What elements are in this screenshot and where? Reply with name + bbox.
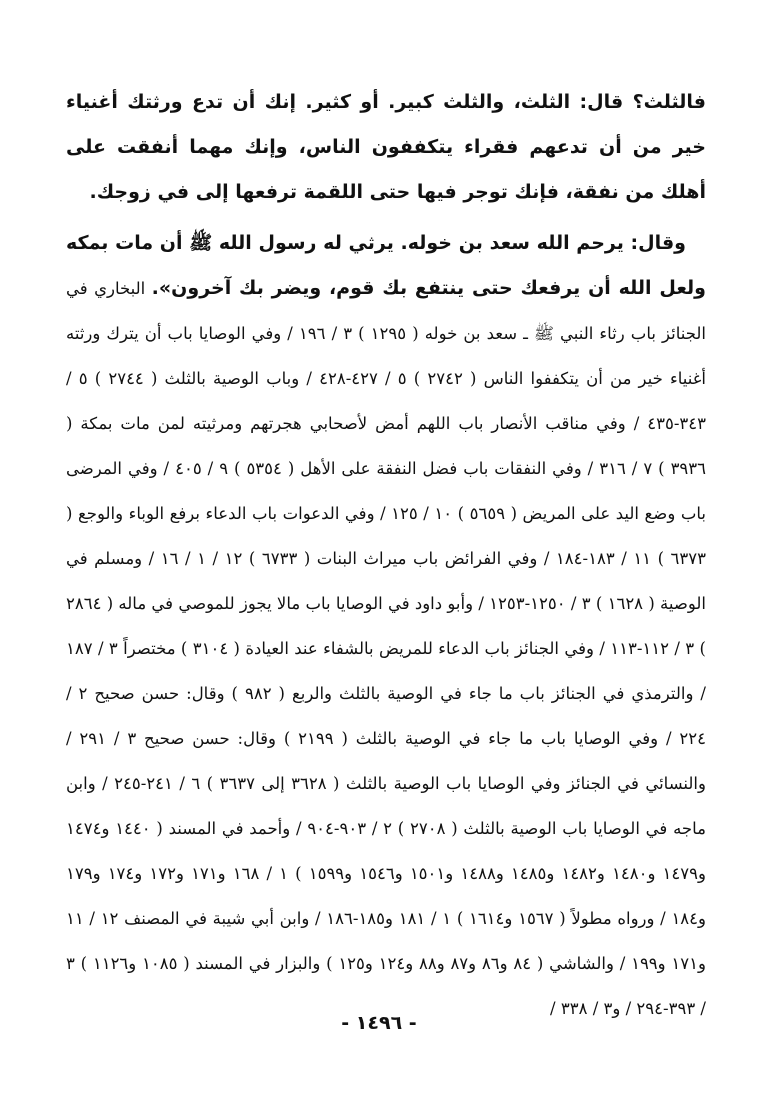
hadith-text-continuation: فالثلث؟ قال: الثلث، والثلث كبير. أو كثير. إنك أن تدع ورثتك أغنياء خير من أن تدعهم فقراء يتكففون الناس، وإنك مهما أنفقت على أهلك من نفقة، فإنك توجر فيها حتى اللقمة ترفعها إلى في زوجك. [66,91,706,203]
hadith-text-with-takhrij [66,221,706,1031]
hadith-text-end: وقال: يرحم الله سعد بن خوله. يرثي له رسول الله ﷺ أن مات بمكه ولعل الله أن يرفعك حتى ينتفع بك قوم، ويضر بك آخرون». [66,232,706,299]
page-number: - ١٤٩٦ - [341,1012,417,1034]
page-body [66,80,706,1031]
takhrij-references: البخاري في الجنائز باب رثاء النبي ﷺ ـ سعد بن خوله ( ١٢٩٥ ) ٣ / ١٩٦ / وفي الوصايا باب أن يترك ورثته أغنياء خير من أن يتكففوا الناس ( ٢٧٤٢ ) ٥ / ٤٢٧-٤٢٨ / وباب الوصية بالثلث ( ٢٧٤٤ ) ٥ / ٣٤٣-٤٣٥ / وفي مناقب الأنصار باب اللهم أمض لأصحابي هجرتهم ومرثيته لمن مات بمكة ( ٣٩٣٦ ) ٧ / ٣١٦ / وفي النفقات باب فضل النفقة على الأهل ( ٥٣٥٤ ) ٩ / ٤٠٥ / وفي المرضى باب وضع اليد على المريض ( ٥٦٥٩ ) ١٠ / ١٢٥ / وفي الدعوات باب الدعاء برفع الوباء والوجع ( ٦٣٧٣ ) ١١ / ١٨٣-١٨٤ / وفي الفرائض باب ميراث البنات ( ٦٧٣٣ ) ١٢ / ١ / ١٦ / ومسلم في الوصية ( ١٦٢٨ ) ٣ / ١٢٥٠-١٢٥٣ / وأبو داود في الوصايا باب مالا يجوز للموصي في ماله ( ٢٨٦٤ ) ٣ / ١١٢-١١٣ / وفي الجنائز باب الدعاء للمريض بالشفاء عند العيادة ( ٣١٠٤ ) مختصراً ٣ / ١٨٧ / والترمذي في الجنائز باب ما جاء في الوصية بالثلث والربع ( ٩٨٢ ) وقال: حسن صحيح ٢ / ٢٢٤ / وفي الوصايا باب ما جاء في الوصية بالثلث ( ٢١٩٩ ) وقال: حسن صحيح ٣ / ٢٩١ / والنسائي في الجنائز وفي الوصايا باب الوصية بالثلث ( ٣٦٢٨ إلى ٣٦٣٧ ) ٦ / ٢٤١-٢٤٥ / وابن ماجه في الوصايا باب الوصية بالثلث ( ٢٧٠٨ ) ٢ / ٩٠٣-٩٠٤ / وأحمد في المسند ( ١٤٤٠ و١٤٧٤ و١٤٧٩ و١٤٨٠ و١٤٨٢ و١٤٨٥ و١٤٨٨ و١٥٠١ و١٥٤٦ و١٥٩٩ ) ١ / ١٦٨ و١٧١ و١٧٢ و١٧٤ و١٧٩ و١٨٤ / ورواه مطولاً ( ١٥٦٧ و١٦١٤ ) ١ / ١٨١ و١٨٥-١٨٦ / وابن أبي شيبة في المصنف ١٢ / ١١ و١٧١ و١٩٩ / والشاشي ( ٨٤ و٨٦ و٨٧ و٨٨ و١٢٤ و١٢٥ ) والبزار في المسند ( ١٠٨٥ و١١٢٦ ) ٣ / ٣٩٣-٢٩٤ / و٣ / ٣٣٨ / [66,279,707,1018]
